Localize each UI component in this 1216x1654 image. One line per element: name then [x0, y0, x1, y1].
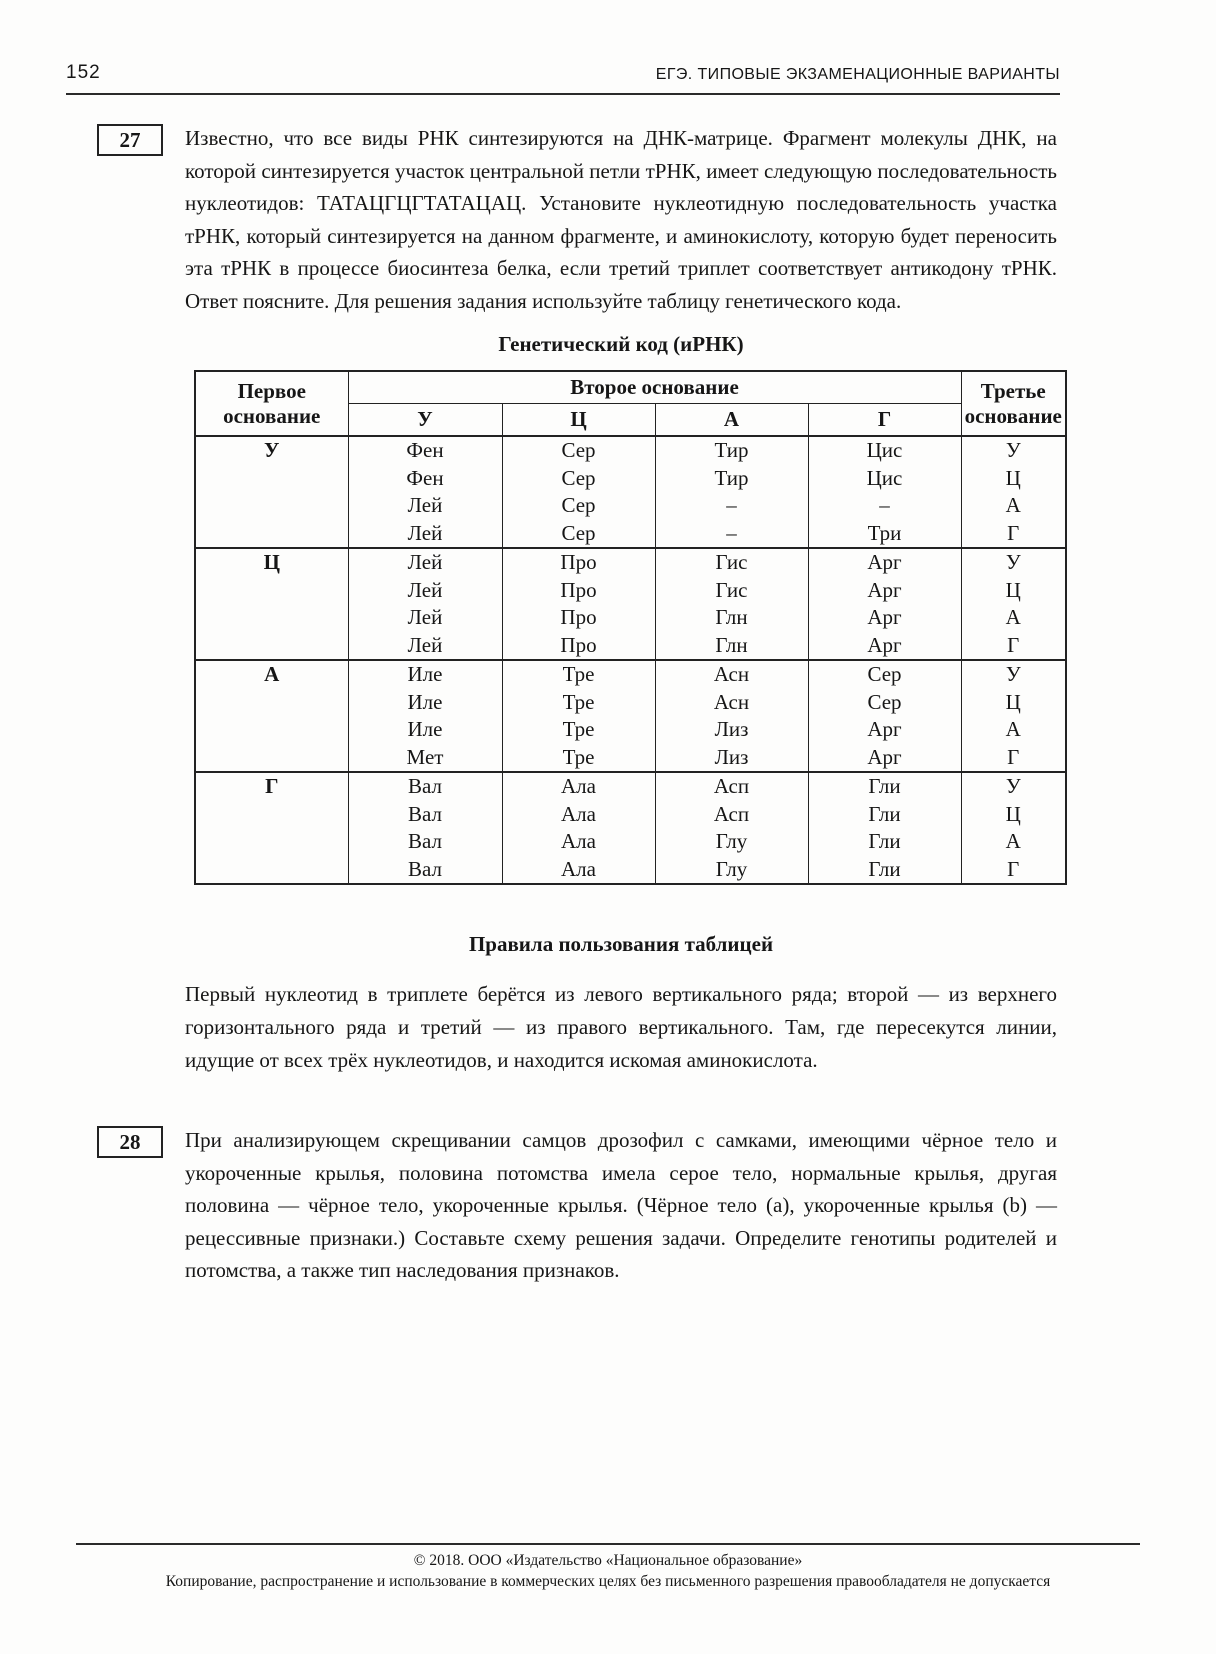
- third-base-cell: Ц: [961, 801, 1066, 829]
- first-base-cell: А: [195, 660, 348, 772]
- amino-acid-cell: Иле: [348, 689, 502, 717]
- amino-acid-cell: Сер: [502, 465, 655, 493]
- amino-acid-cell: Вал: [348, 828, 502, 856]
- amino-acid-cell: Вал: [348, 772, 502, 801]
- amino-acid-cell: –: [655, 492, 808, 520]
- amino-acid-cell: Асп: [655, 801, 808, 829]
- amino-acid-cell: Фен: [348, 436, 502, 465]
- amino-acid-cell: Лиз: [655, 744, 808, 773]
- amino-acid-cell: Глн: [655, 604, 808, 632]
- table-row: [195, 772, 1066, 801]
- genetic-code-table-head: [195, 371, 1066, 436]
- third-base-cell: А: [961, 492, 1066, 520]
- amino-acid-cell: Лей: [348, 548, 502, 577]
- amino-acid-cell: Гис: [655, 548, 808, 577]
- second-base-c: Ц: [502, 404, 655, 437]
- amino-acid-cell: Ала: [502, 772, 655, 801]
- amino-acid-cell: Лей: [348, 520, 502, 549]
- amino-acid-cell: Глн: [655, 632, 808, 661]
- second-base-header: Второе основание: [348, 371, 961, 404]
- task-28-number-box: 28: [97, 1126, 163, 1158]
- amino-acid-cell: Фен: [348, 465, 502, 493]
- amino-acid-cell: Вал: [348, 856, 502, 885]
- amino-acid-cell: Лиз: [655, 716, 808, 744]
- table-row: [195, 660, 1066, 689]
- running-header-title: ЕГЭ. ТИПОВЫЕ ЭКЗАМЕНАЦИОННЫЕ ВАРИАНТЫ: [655, 66, 1060, 83]
- amino-acid-cell: Цис: [808, 465, 961, 493]
- first-base-cell: У: [195, 436, 348, 548]
- amino-acid-cell: –: [655, 520, 808, 549]
- table-header-row-1: [195, 371, 1066, 404]
- amino-acid-cell: Асн: [655, 660, 808, 689]
- amino-acid-cell: Про: [502, 604, 655, 632]
- amino-acid-cell: Тир: [655, 436, 808, 465]
- second-base-a: А: [655, 404, 808, 437]
- amino-acid-cell: Глу: [655, 856, 808, 885]
- third-base-cell: Ц: [961, 465, 1066, 493]
- amino-acid-cell: Арг: [808, 632, 961, 661]
- amino-acid-cell: Гис: [655, 577, 808, 605]
- third-base-header: Третье основание: [961, 371, 1066, 436]
- amino-acid-cell: Три: [808, 520, 961, 549]
- amino-acid-cell: Тре: [502, 716, 655, 744]
- amino-acid-cell: Иле: [348, 716, 502, 744]
- genetic-code-table: [194, 370, 1067, 885]
- first-base-cell: Г: [195, 772, 348, 884]
- amino-acid-cell: Гли: [808, 828, 961, 856]
- running-header: [66, 62, 1060, 95]
- amino-acid-cell: Тир: [655, 465, 808, 493]
- amino-acid-cell: Тре: [502, 689, 655, 717]
- first-base-cell: Ц: [195, 548, 348, 660]
- third-base-cell: Г: [961, 856, 1066, 885]
- footer-copyright: © 2018. ООО «Издательство «Национальное образование»: [413, 1552, 803, 1569]
- task-27: [119, 122, 1057, 317]
- amino-acid-cell: Про: [502, 548, 655, 577]
- third-base-cell: Г: [961, 744, 1066, 773]
- amino-acid-cell: Цис: [808, 436, 961, 465]
- amino-acid-cell: –: [808, 492, 961, 520]
- genetic-code-table-body: [195, 436, 1066, 884]
- first-base-header: Первое основание: [195, 371, 348, 436]
- third-base-cell: У: [961, 548, 1066, 577]
- amino-acid-cell: Лей: [348, 492, 502, 520]
- task-27-text: Известно, что все виды РНК синтезируются на ДНК-матрице. Фрагмент молекулы ДНК, на которой синтезируется участок центральной петли тРНК, имеет следующую последовательность нуклеотидов: ТАТАЦГЦГТАТАЦАЦ. Установите нуклеотидную последовательность участка тРНК, который синтезируется на данном фрагменте, и аминокислоту, которую будет переносить эта тРНК в процессе биосинтеза белка, если третий триплет соответствует антикодону тРНК. Ответ поясните. Для решения задания используйте таблицу генетического кода.: [185, 126, 1057, 313]
- genetic-code-table-title: Генетический код (иРНК): [498, 332, 744, 356]
- table-row: [195, 548, 1066, 577]
- amino-acid-cell: Арг: [808, 716, 961, 744]
- third-base-cell: Ц: [961, 577, 1066, 605]
- amino-acid-cell: Лей: [348, 632, 502, 661]
- third-base-cell: Ц: [961, 689, 1066, 717]
- amino-acid-cell: Ала: [502, 801, 655, 829]
- third-base-cell: У: [961, 772, 1066, 801]
- third-base-cell: У: [961, 436, 1066, 465]
- task-27-number-box: 27: [97, 124, 163, 156]
- second-base-u: У: [348, 404, 502, 437]
- amino-acid-cell: Арг: [808, 577, 961, 605]
- amino-acid-cell: Арг: [808, 604, 961, 632]
- amino-acid-cell: Сер: [808, 660, 961, 689]
- table-row: [195, 436, 1066, 465]
- amino-acid-cell: Глу: [655, 828, 808, 856]
- amino-acid-cell: Мет: [348, 744, 502, 773]
- page-content: [119, 122, 1062, 1287]
- task-28: [119, 1124, 1057, 1287]
- amino-acid-cell: Тре: [502, 744, 655, 773]
- amino-acid-cell: Тре: [502, 660, 655, 689]
- amino-acid-cell: Ала: [502, 828, 655, 856]
- third-base-cell: У: [961, 660, 1066, 689]
- footer-notice: Копирование, распространение и использование в коммерческих целях без письменного разрешения правообладателя не допускается: [165, 1573, 1051, 1590]
- amino-acid-cell: Арг: [808, 548, 961, 577]
- rules-text: Первый нуклеотид в триплете берётся из левого вертикального ряда; второй — из верхнего горизонтального ряда и третий — из правого вертикального. Там, где пересекутся линии, идущие от всех трёх нуклеотидов, и находится искомая аминокислота.: [185, 982, 1057, 1072]
- page-number: 152: [66, 62, 101, 83]
- amino-acid-cell: Про: [502, 577, 655, 605]
- amino-acid-cell: Иле: [348, 660, 502, 689]
- third-base-cell: Г: [961, 632, 1066, 661]
- third-base-cell: А: [961, 604, 1066, 632]
- amino-acid-cell: Сер: [808, 689, 961, 717]
- amino-acid-cell: Ала: [502, 856, 655, 885]
- amino-acid-cell: Гли: [808, 801, 961, 829]
- rules-title: Правила пользования таблицей: [468, 932, 774, 956]
- amino-acid-cell: Лей: [348, 604, 502, 632]
- amino-acid-cell: Про: [502, 632, 655, 661]
- second-base-g: Г: [808, 404, 961, 437]
- page-footer: [76, 1543, 1140, 1592]
- amino-acid-cell: Арг: [808, 744, 961, 773]
- amino-acid-cell: Сер: [502, 492, 655, 520]
- amino-acid-cell: Сер: [502, 436, 655, 465]
- amino-acid-cell: Лей: [348, 577, 502, 605]
- amino-acid-cell: Асп: [655, 772, 808, 801]
- task-28-text: При анализирующем скрещивании самцов дрозофил с самками, имеющими чёрное тело и укороченные крылья, половина потомства имела серое тело, нормальные крылья, другая половина — чёрное тело, укороченные крылья. (Чёрное тело (а), укороченные крылья (b) — рецессивные признаки.) Составьте схему решения задачи. Определите генотипы родителей и потомства, а также тип наследования признаков.: [185, 1128, 1057, 1282]
- third-base-cell: А: [961, 716, 1066, 744]
- amino-acid-cell: Вал: [348, 801, 502, 829]
- third-base-cell: Г: [961, 520, 1066, 549]
- third-base-cell: А: [961, 828, 1066, 856]
- amino-acid-cell: Асн: [655, 689, 808, 717]
- amino-acid-cell: Гли: [808, 772, 961, 801]
- amino-acid-cell: Гли: [808, 856, 961, 885]
- amino-acid-cell: Сер: [502, 520, 655, 549]
